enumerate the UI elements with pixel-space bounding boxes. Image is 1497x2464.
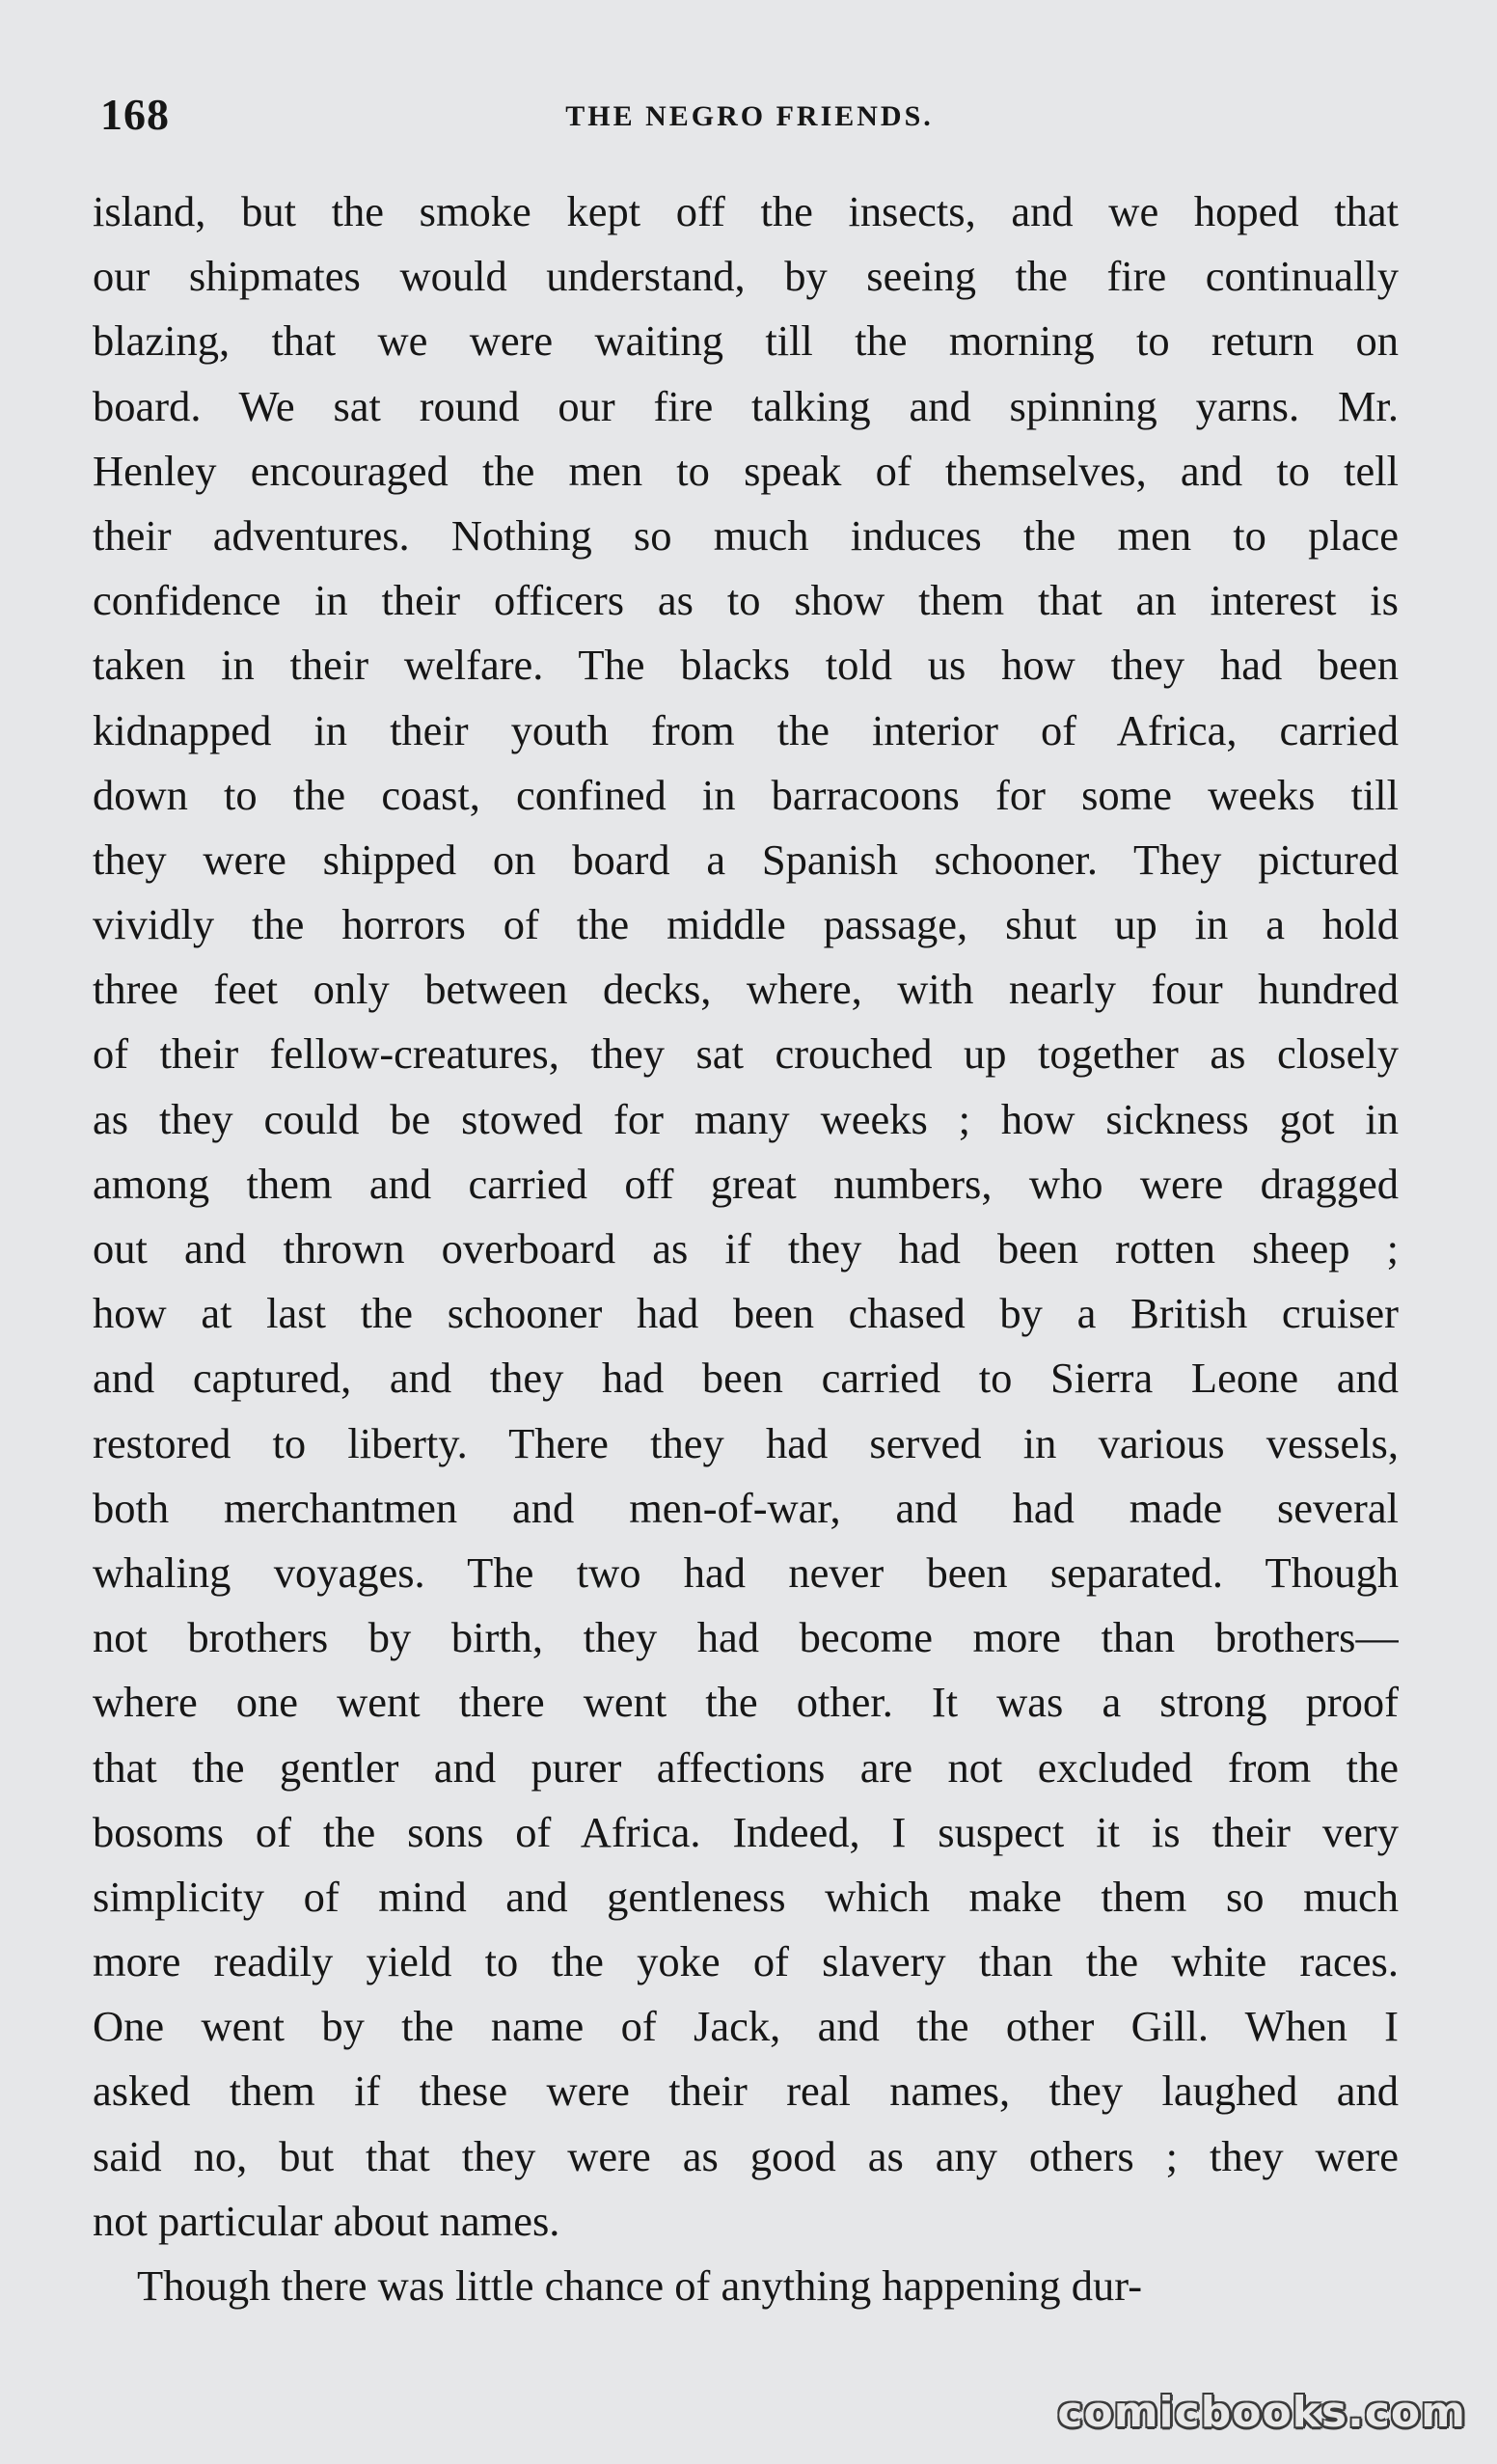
text-line: vividly the horrors of the middle passage, shut up in a hold xyxy=(93,900,1399,949)
text-line: more readily yield to the yoke of slavery than the white races. xyxy=(93,1937,1399,1986)
text-line: out and thrown overboard as if they had been rotten sheep ; xyxy=(93,1224,1399,1273)
text-line: they were shipped on board a Spanish schooner. They pictured xyxy=(93,835,1399,884)
text-line: our shipmates would understand, by seeing the fire continually xyxy=(93,252,1399,301)
text-line: Though there was little chance of anything happening dur- xyxy=(137,2261,1143,2310)
text-line: as they could be stowed for many weeks ; how sickness got in xyxy=(93,1094,1399,1143)
text-line: confidence in their officers as to show them that an interest is xyxy=(93,576,1399,625)
text-line: kidnapped in their youth from the interior of Africa, carried xyxy=(93,705,1399,754)
text-line: where one went there went the other. It was a strong proof xyxy=(93,1678,1399,1727)
text-line: both merchantmen and men-of-war, and had made several xyxy=(93,1483,1399,1532)
text-line: not particular about names. xyxy=(93,2196,560,2245)
text-line: three feet only between decks, where, with nearly four hundred xyxy=(93,965,1399,1014)
text-line: asked them if these were their real names, they laughed and xyxy=(93,2067,1399,2116)
text-line: and captured, and they had been carried to Sierra Leone and xyxy=(93,1354,1399,1403)
text-line: Henley encouraged the men to speak of themselves, and to tell xyxy=(93,446,1399,495)
running-title: THE NEGRO FRIENDS. xyxy=(565,100,934,132)
text-line: One went by the name of Jack, and the other Gill. When I xyxy=(93,2002,1399,2051)
page-number: 168 xyxy=(100,90,170,139)
text-line: simplicity of mind and gentleness which make them so much xyxy=(93,1872,1399,1921)
text-line: island, but the smoke kept off the insects, and we hoped that xyxy=(93,187,1399,235)
text-line: taken in their welfare. The blacks told us how they had been xyxy=(93,641,1399,690)
text-line: that the gentler and purer affections are not excluded from the xyxy=(93,1742,1399,1792)
text-line: down to the coast, confined in barracoons for some weeks till xyxy=(93,770,1399,819)
body-text xyxy=(93,179,1399,2318)
text-line: restored to liberty. There they had served in various vessels, xyxy=(93,1418,1399,1467)
text-line: not brothers by birth, they had become more than brothers— xyxy=(93,1613,1399,1662)
text-line: among them and carried off great numbers, who were dragged xyxy=(93,1159,1399,1208)
text-line: of their fellow-creatures, they sat crouched up together as closely xyxy=(93,1029,1399,1079)
watermark: comicbooks.com xyxy=(1057,2388,1466,2437)
text-line: bosoms of the sons of Africa. Indeed, I suspect it is their very xyxy=(93,1807,1399,1856)
running-head xyxy=(100,89,1399,147)
text-line: said no, but that they were as good as any others ; they were xyxy=(93,2131,1399,2180)
text-line: blazing, that we were waiting till the morning to return on xyxy=(93,316,1399,366)
text-line: how at last the schooner had been chased by a British cruiser xyxy=(93,1289,1399,1338)
text-line: their adventures. Nothing so much induces the men to place xyxy=(93,510,1399,560)
text-line: whaling voyages. The two had never been separated. Though xyxy=(93,1547,1399,1597)
text-line: board. We sat round our fire talking and spinning yarns. Mr. xyxy=(93,381,1399,430)
